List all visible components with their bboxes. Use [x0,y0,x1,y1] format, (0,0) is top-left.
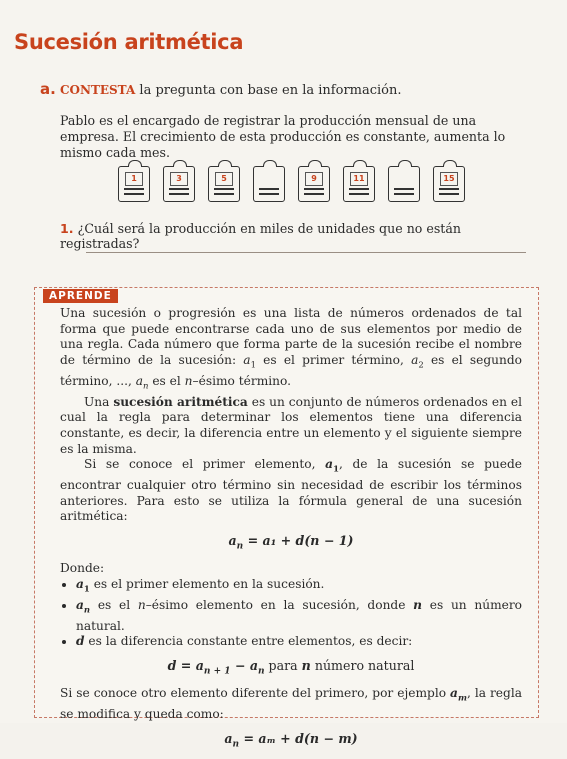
question-1 [60,221,540,251]
card-value: 11 [350,172,368,186]
card-value: 3 [170,172,188,186]
aprende-tag: APRENDE [43,289,118,303]
list-item: • $a_n$ es el n–ésimo elemento en la sucesión, donde n es un número natural. [76,598,522,635]
formula-modified: $a_n = a_m + d(n - m)$ [224,730,358,750]
formula-general: $a_n = a_1 + d(n - 1)$ [228,533,354,552]
card-value: 15 [440,172,458,186]
clipboard-icon [433,166,465,202]
paragraph-4: Si se conoce otro elemento diferente del primero, por ejemplo $a_m$, la regla se modifica y queda como: [60,686,522,722]
list-item: • $a_1$ es el primer elemento en la sucesión. [76,577,522,598]
clipboard-icon [343,166,375,202]
donde-label: Donde: [60,561,105,576]
clipboard-icon [388,166,420,202]
clipboard-icon [118,166,150,202]
clipboard-cards [118,162,478,202]
intro-paragraph: Pablo es el encargado de registrar la producción mensual de una empresa. El crecimiento de esta producción es constante, aumenta lo mismo cada mes. [60,113,506,160]
question-text: ¿Cuál será la producción en miles de unidades que no están registradas? [60,221,461,251]
card-value: 5 [215,172,233,186]
clipboard-icon [208,166,240,202]
clipboard-icon [253,166,285,202]
paragraph-1: Una sucesión o progresión es una lista de números ordenados de tal forma que puede encontrarse cada uno de sus elementos por medio de una regla. Cada número que forma parte de la sucesión recibe el nombre de término de la sucesión: $a_1$ es el primer término, $a_2$ es el segundo término, ..., $a_n$ es el n–ésimo término. [60,306,522,392]
paragraph-2: Una sucesión aritmética es un conjunto de números ordenados en el cual la regla para determinar los elementos tiene una diferencia constante, es decir, la diferencia entre un elemento y el siguiente siempre es la misma. [60,394,522,456]
aprende-body [60,306,522,759]
section-a-header [40,80,540,98]
card-value: 1 [125,172,143,186]
clipboard-icon [163,166,195,202]
card-value: 9 [305,172,323,186]
formula-difference: $d = a_{n + 1} - a_n$ para n número natural [167,657,415,677]
clipboard-icon [298,166,330,202]
section-letter: a. [40,80,56,98]
list-item: • d es la diferencia constante entre elementos, es decir: [76,634,522,650]
contesta-label: CONTESTA [59,83,136,97]
answer-line[interactable] [86,252,526,253]
paragraph-3: Si se conoce el primer elemento, $a_1$, de la sucesión se puede encontrar cualquier otro término sin necesidad de escribir los términos anteriores. Para esto se utiliza la fórmula general de una sucesión aritmética: [60,457,522,524]
definitions-list [60,577,522,650]
instruction-text: la pregunta con base en la información. [135,83,402,98]
question-number: 1. [60,221,74,236]
page-title: Sucesión aritmética [14,30,244,54]
